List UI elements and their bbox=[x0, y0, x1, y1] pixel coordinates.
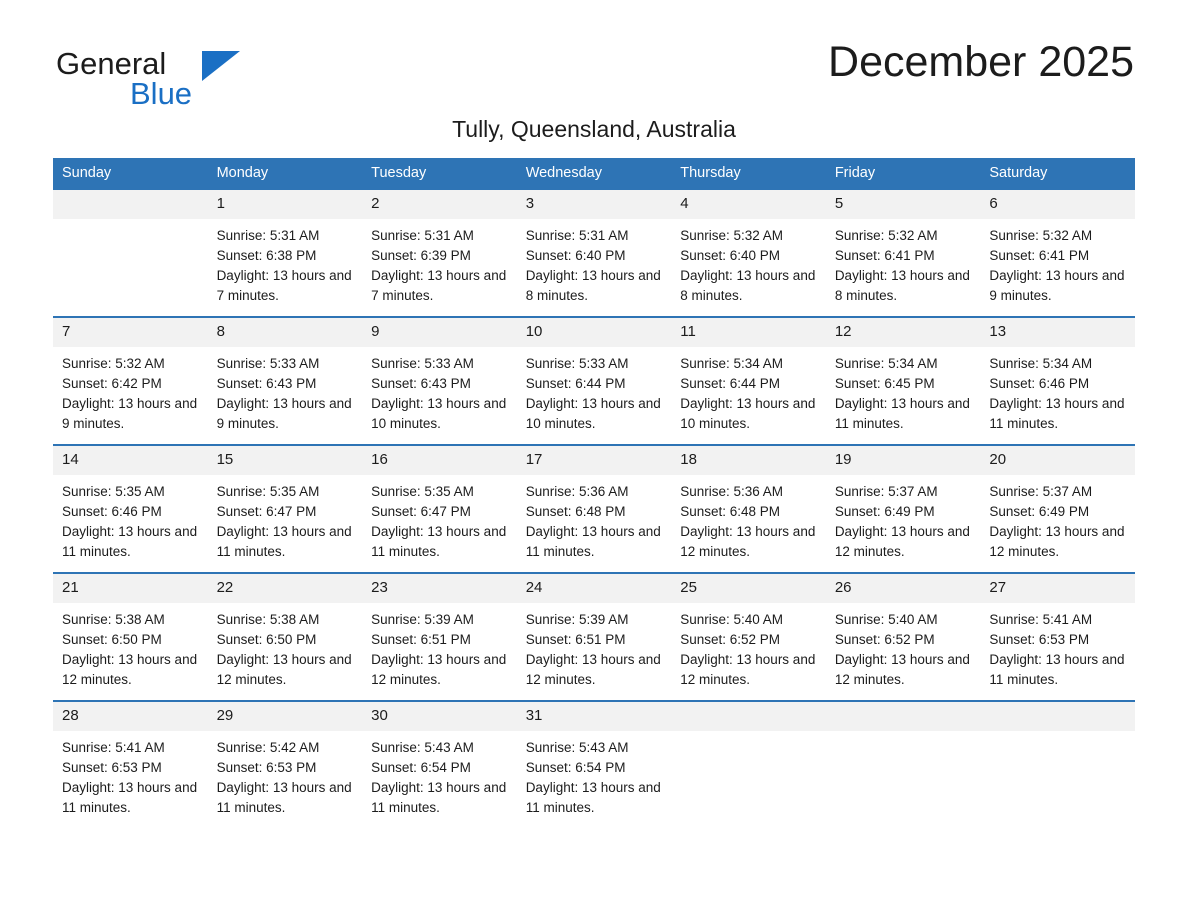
sunrise-text: Sunrise: 5:36 AM bbox=[525, 484, 629, 499]
sunset-text: Sunset: 6:45 PM bbox=[834, 376, 935, 391]
day-number: 17 bbox=[517, 446, 672, 475]
day-info bbox=[208, 475, 363, 562]
daylight-text: Daylight: 13 hours and 12 minutes. bbox=[834, 524, 970, 559]
day-info bbox=[517, 603, 672, 690]
sunset-text: Sunset: 6:43 PM bbox=[216, 376, 317, 391]
sunset-text: Sunset: 6:53 PM bbox=[62, 760, 162, 775]
sunrise-text: Sunrise: 5:39 AM bbox=[371, 612, 474, 627]
day-info bbox=[362, 475, 517, 562]
calendar-day-cell bbox=[362, 316, 517, 444]
daylight-text: Daylight: 13 hours and 9 minutes. bbox=[216, 396, 352, 431]
sunset-text: Sunset: 6:46 PM bbox=[62, 504, 162, 519]
calendar-header-row bbox=[53, 158, 1135, 188]
calendar-day-cell bbox=[980, 700, 1135, 826]
day-number: 15 bbox=[208, 446, 363, 475]
daylight-text: Daylight: 13 hours and 10 minutes. bbox=[371, 396, 507, 431]
calendar-day-cell bbox=[671, 188, 826, 316]
sunrise-text: Sunrise: 5:39 AM bbox=[525, 612, 629, 627]
sunrise-text: Sunrise: 5:43 AM bbox=[525, 740, 629, 755]
day-number: 8 bbox=[208, 318, 363, 347]
day-number: 1 bbox=[208, 190, 363, 219]
sunset-text: Sunset: 6:47 PM bbox=[371, 504, 471, 519]
sunset-text: Sunset: 6:47 PM bbox=[216, 504, 317, 519]
day-info bbox=[362, 603, 517, 690]
sunset-text: Sunset: 6:50 PM bbox=[62, 632, 162, 647]
day-number: 24 bbox=[517, 574, 672, 603]
daylight-text: Daylight: 13 hours and 11 minutes. bbox=[989, 652, 1125, 687]
sunrise-text: Sunrise: 5:38 AM bbox=[62, 612, 165, 627]
day-number: 31 bbox=[517, 702, 672, 731]
day-info bbox=[826, 219, 981, 306]
day-info bbox=[208, 731, 363, 818]
page-title: December 2025 bbox=[828, 38, 1134, 86]
calendar-day-cell bbox=[53, 444, 208, 572]
day-number: 21 bbox=[53, 574, 208, 603]
day-number: 20 bbox=[980, 446, 1135, 475]
sunset-text: Sunset: 6:41 PM bbox=[834, 248, 935, 263]
calendar-day-cell bbox=[826, 444, 981, 572]
sunrise-text: Sunrise: 5:43 AM bbox=[371, 740, 474, 755]
sunset-text: Sunset: 6:53 PM bbox=[989, 632, 1090, 647]
sunrise-text: Sunrise: 5:33 AM bbox=[371, 356, 474, 371]
calendar-week-row bbox=[53, 700, 1135, 826]
calendar-week-row bbox=[53, 444, 1135, 572]
page-subtitle-location: Tully, Queensland, Australia bbox=[452, 116, 736, 142]
sunrise-text: Sunrise: 5:32 AM bbox=[834, 228, 938, 243]
day-info bbox=[517, 219, 672, 306]
sunrise-text: Sunrise: 5:31 AM bbox=[216, 228, 320, 243]
sunset-text: Sunset: 6:48 PM bbox=[525, 504, 626, 519]
sunset-text: Sunset: 6:41 PM bbox=[989, 248, 1090, 263]
daylight-text: Daylight: 13 hours and 11 minutes. bbox=[62, 524, 198, 559]
sunset-text: Sunset: 6:39 PM bbox=[371, 248, 471, 263]
sunrise-text: Sunrise: 5:32 AM bbox=[62, 356, 165, 371]
calendar-day-cell bbox=[362, 700, 517, 826]
calendar-day-cell bbox=[208, 316, 363, 444]
day-number: 6 bbox=[980, 190, 1135, 219]
day-number: 29 bbox=[208, 702, 363, 731]
weekday-header-tuesday: Tuesday bbox=[362, 158, 517, 188]
day-info bbox=[980, 219, 1135, 306]
daylight-text: Daylight: 13 hours and 11 minutes. bbox=[62, 780, 198, 815]
day-number bbox=[671, 702, 826, 731]
day-info bbox=[826, 347, 981, 434]
day-info bbox=[980, 603, 1135, 690]
daylight-text: Daylight: 13 hours and 11 minutes. bbox=[834, 396, 970, 431]
day-info bbox=[517, 475, 672, 562]
calendar-day-cell bbox=[362, 188, 517, 316]
daylight-text: Daylight: 13 hours and 8 minutes. bbox=[834, 268, 970, 303]
day-info bbox=[517, 347, 672, 434]
logo-text-blue: Blue bbox=[130, 76, 193, 111]
calendar-day-cell bbox=[671, 316, 826, 444]
calendar-day-cell bbox=[53, 700, 208, 826]
calendar-day-cell bbox=[208, 700, 363, 826]
sunset-text: Sunset: 6:51 PM bbox=[525, 632, 626, 647]
sunrise-text: Sunrise: 5:34 AM bbox=[834, 356, 938, 371]
day-number: 27 bbox=[980, 574, 1135, 603]
calendar-day-cell bbox=[980, 316, 1135, 444]
calendar-week-row bbox=[53, 572, 1135, 700]
sunset-text: Sunset: 6:40 PM bbox=[525, 248, 626, 263]
day-number: 13 bbox=[980, 318, 1135, 347]
day-number: 26 bbox=[826, 574, 981, 603]
sunrise-text: Sunrise: 5:40 AM bbox=[834, 612, 938, 627]
calendar-day-cell bbox=[671, 572, 826, 700]
daylight-text: Daylight: 13 hours and 10 minutes. bbox=[680, 396, 816, 431]
day-number: 18 bbox=[671, 446, 826, 475]
daylight-text: Daylight: 13 hours and 8 minutes. bbox=[525, 268, 661, 303]
sunset-text: Sunset: 6:53 PM bbox=[216, 760, 317, 775]
sunset-text: Sunset: 6:54 PM bbox=[525, 760, 626, 775]
sunset-text: Sunset: 6:44 PM bbox=[680, 376, 781, 391]
calendar-day-cell bbox=[671, 700, 826, 826]
sunset-text: Sunset: 6:51 PM bbox=[371, 632, 471, 647]
day-number: 14 bbox=[53, 446, 208, 475]
sunrise-text: Sunrise: 5:40 AM bbox=[680, 612, 784, 627]
day-number: 30 bbox=[362, 702, 517, 731]
calendar-day-cell bbox=[980, 444, 1135, 572]
sunrise-text: Sunrise: 5:41 AM bbox=[62, 740, 165, 755]
day-number: 28 bbox=[53, 702, 208, 731]
day-number bbox=[53, 190, 208, 219]
calendar-day-cell bbox=[671, 444, 826, 572]
daylight-text: Daylight: 13 hours and 11 minutes. bbox=[216, 780, 352, 815]
sunset-text: Sunset: 6:43 PM bbox=[371, 376, 471, 391]
daylight-text: Daylight: 13 hours and 9 minutes. bbox=[989, 268, 1125, 303]
weekday-header-wednesday: Wednesday bbox=[517, 158, 672, 188]
calendar-day-cell bbox=[208, 572, 363, 700]
daylight-text: Daylight: 13 hours and 9 minutes. bbox=[62, 396, 198, 431]
sunrise-text: Sunrise: 5:32 AM bbox=[989, 228, 1093, 243]
sunrise-text: Sunrise: 5:42 AM bbox=[216, 740, 320, 755]
calendar-day-cell bbox=[517, 700, 672, 826]
calendar-day-cell bbox=[53, 188, 208, 316]
sunrise-text: Sunrise: 5:31 AM bbox=[525, 228, 629, 243]
calendar-day-cell bbox=[53, 572, 208, 700]
day-info bbox=[208, 219, 363, 306]
day-info bbox=[826, 475, 981, 562]
day-number bbox=[980, 702, 1135, 731]
daylight-text: Daylight: 13 hours and 7 minutes. bbox=[371, 268, 507, 303]
sunset-text: Sunset: 6:40 PM bbox=[680, 248, 781, 263]
sunrise-text: Sunrise: 5:36 AM bbox=[680, 484, 784, 499]
day-info bbox=[671, 603, 826, 690]
logo-text-general: General bbox=[56, 46, 167, 81]
day-info bbox=[53, 603, 208, 690]
day-info bbox=[208, 347, 363, 434]
daylight-text: Daylight: 13 hours and 11 minutes. bbox=[371, 524, 507, 559]
sunrise-text: Sunrise: 5:35 AM bbox=[216, 484, 320, 499]
sunrise-text: Sunrise: 5:32 AM bbox=[680, 228, 784, 243]
day-info bbox=[826, 603, 981, 690]
calendar-day-cell bbox=[980, 572, 1135, 700]
calendar-day-cell bbox=[826, 572, 981, 700]
daylight-text: Daylight: 13 hours and 12 minutes. bbox=[525, 652, 661, 687]
calendar-table bbox=[53, 158, 1135, 826]
calendar-day-cell bbox=[826, 188, 981, 316]
generalblue-logo bbox=[54, 46, 374, 116]
page-header bbox=[54, 38, 1134, 142]
weekday-header-friday: Friday bbox=[826, 158, 981, 188]
calendar-day-cell bbox=[517, 444, 672, 572]
sunrise-text: Sunrise: 5:34 AM bbox=[680, 356, 784, 371]
daylight-text: Daylight: 13 hours and 11 minutes. bbox=[371, 780, 507, 815]
calendar-day-cell bbox=[826, 316, 981, 444]
day-info bbox=[53, 347, 208, 434]
day-number: 7 bbox=[53, 318, 208, 347]
day-info bbox=[208, 603, 363, 690]
sunset-text: Sunset: 6:48 PM bbox=[680, 504, 781, 519]
day-number: 4 bbox=[671, 190, 826, 219]
calendar-day-cell bbox=[362, 572, 517, 700]
day-number: 12 bbox=[826, 318, 981, 347]
sunset-text: Sunset: 6:42 PM bbox=[62, 376, 162, 391]
day-number: 5 bbox=[826, 190, 981, 219]
sunset-text: Sunset: 6:44 PM bbox=[525, 376, 626, 391]
daylight-text: Daylight: 13 hours and 11 minutes. bbox=[989, 396, 1125, 431]
calendar-week-row bbox=[53, 316, 1135, 444]
calendar-week-row bbox=[53, 188, 1135, 316]
day-number: 10 bbox=[517, 318, 672, 347]
logo-triangle-icon bbox=[202, 51, 240, 81]
sunset-text: Sunset: 6:49 PM bbox=[834, 504, 935, 519]
day-info bbox=[53, 731, 208, 818]
day-number: 23 bbox=[362, 574, 517, 603]
day-number: 2 bbox=[362, 190, 517, 219]
sunset-text: Sunset: 6:49 PM bbox=[989, 504, 1090, 519]
sunrise-text: Sunrise: 5:31 AM bbox=[371, 228, 474, 243]
daylight-text: Daylight: 13 hours and 11 minutes. bbox=[216, 524, 352, 559]
sunrise-text: Sunrise: 5:35 AM bbox=[62, 484, 165, 499]
sunrise-text: Sunrise: 5:41 AM bbox=[989, 612, 1093, 627]
day-info bbox=[671, 219, 826, 306]
calendar-day-cell bbox=[208, 444, 363, 572]
weekday-header-thursday: Thursday bbox=[671, 158, 826, 188]
day-number: 3 bbox=[517, 190, 672, 219]
daylight-text: Daylight: 13 hours and 11 minutes. bbox=[525, 780, 661, 815]
sunset-text: Sunset: 6:54 PM bbox=[371, 760, 471, 775]
daylight-text: Daylight: 13 hours and 12 minutes. bbox=[62, 652, 198, 687]
daylight-text: Daylight: 13 hours and 12 minutes. bbox=[216, 652, 352, 687]
day-info bbox=[53, 475, 208, 562]
day-info bbox=[362, 347, 517, 434]
calendar-day-cell bbox=[517, 572, 672, 700]
day-info bbox=[362, 731, 517, 818]
sunrise-text: Sunrise: 5:37 AM bbox=[834, 484, 938, 499]
day-info bbox=[980, 475, 1135, 562]
calendar-day-cell bbox=[980, 188, 1135, 316]
calendar-day-cell bbox=[826, 700, 981, 826]
day-number: 9 bbox=[362, 318, 517, 347]
day-number: 25 bbox=[671, 574, 826, 603]
sunset-text: Sunset: 6:52 PM bbox=[680, 632, 781, 647]
daylight-text: Daylight: 13 hours and 7 minutes. bbox=[216, 268, 352, 303]
calendar-day-cell bbox=[53, 316, 208, 444]
daylight-text: Daylight: 13 hours and 10 minutes. bbox=[525, 396, 661, 431]
day-info bbox=[671, 475, 826, 562]
day-info bbox=[980, 347, 1135, 434]
sunset-text: Sunset: 6:46 PM bbox=[989, 376, 1090, 391]
sunrise-text: Sunrise: 5:34 AM bbox=[989, 356, 1093, 371]
sunrise-text: Sunrise: 5:35 AM bbox=[371, 484, 474, 499]
day-number bbox=[826, 702, 981, 731]
day-number: 16 bbox=[362, 446, 517, 475]
day-info bbox=[517, 731, 672, 818]
calendar-day-cell bbox=[517, 316, 672, 444]
weekday-header-monday: Monday bbox=[208, 158, 363, 188]
sunset-text: Sunset: 6:50 PM bbox=[216, 632, 317, 647]
calendar-day-cell bbox=[517, 188, 672, 316]
daylight-text: Daylight: 13 hours and 12 minutes. bbox=[680, 524, 816, 559]
daylight-text: Daylight: 13 hours and 12 minutes. bbox=[371, 652, 507, 687]
day-info bbox=[362, 219, 517, 306]
sunset-text: Sunset: 6:38 PM bbox=[216, 248, 317, 263]
calendar-day-cell bbox=[208, 188, 363, 316]
sunrise-text: Sunrise: 5:37 AM bbox=[989, 484, 1093, 499]
day-number: 11 bbox=[671, 318, 826, 347]
daylight-text: Daylight: 13 hours and 8 minutes. bbox=[680, 268, 816, 303]
weekday-header-sunday: Sunday bbox=[53, 158, 208, 188]
sunrise-text: Sunrise: 5:38 AM bbox=[216, 612, 320, 627]
sunrise-text: Sunrise: 5:33 AM bbox=[525, 356, 629, 371]
sunrise-text: Sunrise: 5:33 AM bbox=[216, 356, 320, 371]
calendar-day-cell bbox=[362, 444, 517, 572]
day-info bbox=[671, 347, 826, 434]
day-number: 19 bbox=[826, 446, 981, 475]
daylight-text: Daylight: 13 hours and 11 minutes. bbox=[525, 524, 661, 559]
weekday-header-saturday: Saturday bbox=[980, 158, 1135, 188]
sunset-text: Sunset: 6:52 PM bbox=[834, 632, 935, 647]
daylight-text: Daylight: 13 hours and 12 minutes. bbox=[834, 652, 970, 687]
day-number: 22 bbox=[208, 574, 363, 603]
daylight-text: Daylight: 13 hours and 12 minutes. bbox=[680, 652, 816, 687]
daylight-text: Daylight: 13 hours and 12 minutes. bbox=[989, 524, 1125, 559]
